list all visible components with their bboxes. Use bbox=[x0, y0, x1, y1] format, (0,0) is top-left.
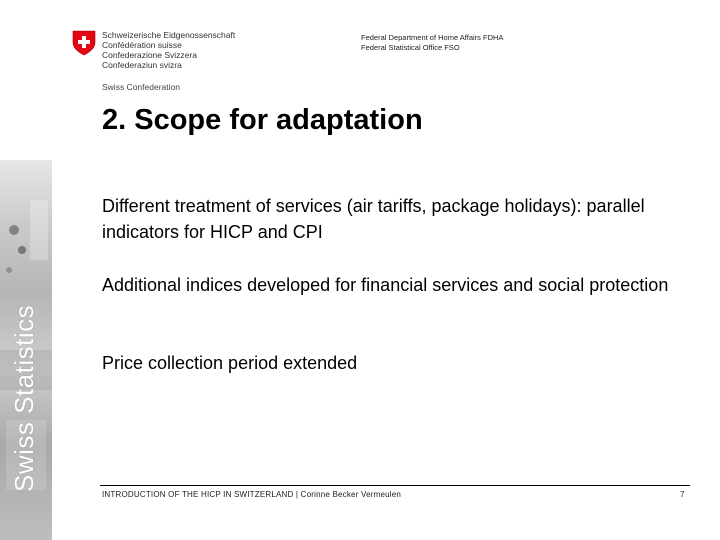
footer-divider bbox=[100, 485, 690, 486]
bullet-item: Different treatment of services (air tariffs, package holidays): parallel indicators for HICP and CPI bbox=[102, 196, 645, 242]
slide-title: 2. Scope for adaptation bbox=[102, 104, 423, 136]
confederation-line-it: Confederazione Svizzera bbox=[102, 50, 197, 60]
bullet-item: Price collection period extended bbox=[102, 353, 358, 373]
confederation-names bbox=[102, 30, 235, 70]
department-block bbox=[361, 33, 503, 53]
page-number: 7 bbox=[680, 490, 685, 499]
confederation-line-de: Schweizerische Eidgenossenschaft bbox=[102, 30, 236, 40]
bullet-item: Additional indices developed for financial services and social protection bbox=[102, 275, 669, 295]
confederation-line-fr: Confédération suisse bbox=[102, 40, 182, 50]
side-photo-band bbox=[0, 160, 52, 540]
department-name: Federal Department of Home Affairs FDHA bbox=[361, 33, 504, 42]
office-name: Federal Statistical Office FSO bbox=[361, 43, 460, 52]
confederation-short-name: Swiss Confederation bbox=[102, 82, 180, 92]
footer-text: INTRODUCTION OF THE HICP IN SWITZERLAND | Corinne Becker Vermeulen bbox=[102, 490, 402, 499]
confederation-line-rm: Confederaziun svizra bbox=[102, 60, 182, 70]
swiss-flag-icon bbox=[72, 30, 96, 56]
side-banner-text: Swiss Statistics bbox=[9, 304, 39, 492]
